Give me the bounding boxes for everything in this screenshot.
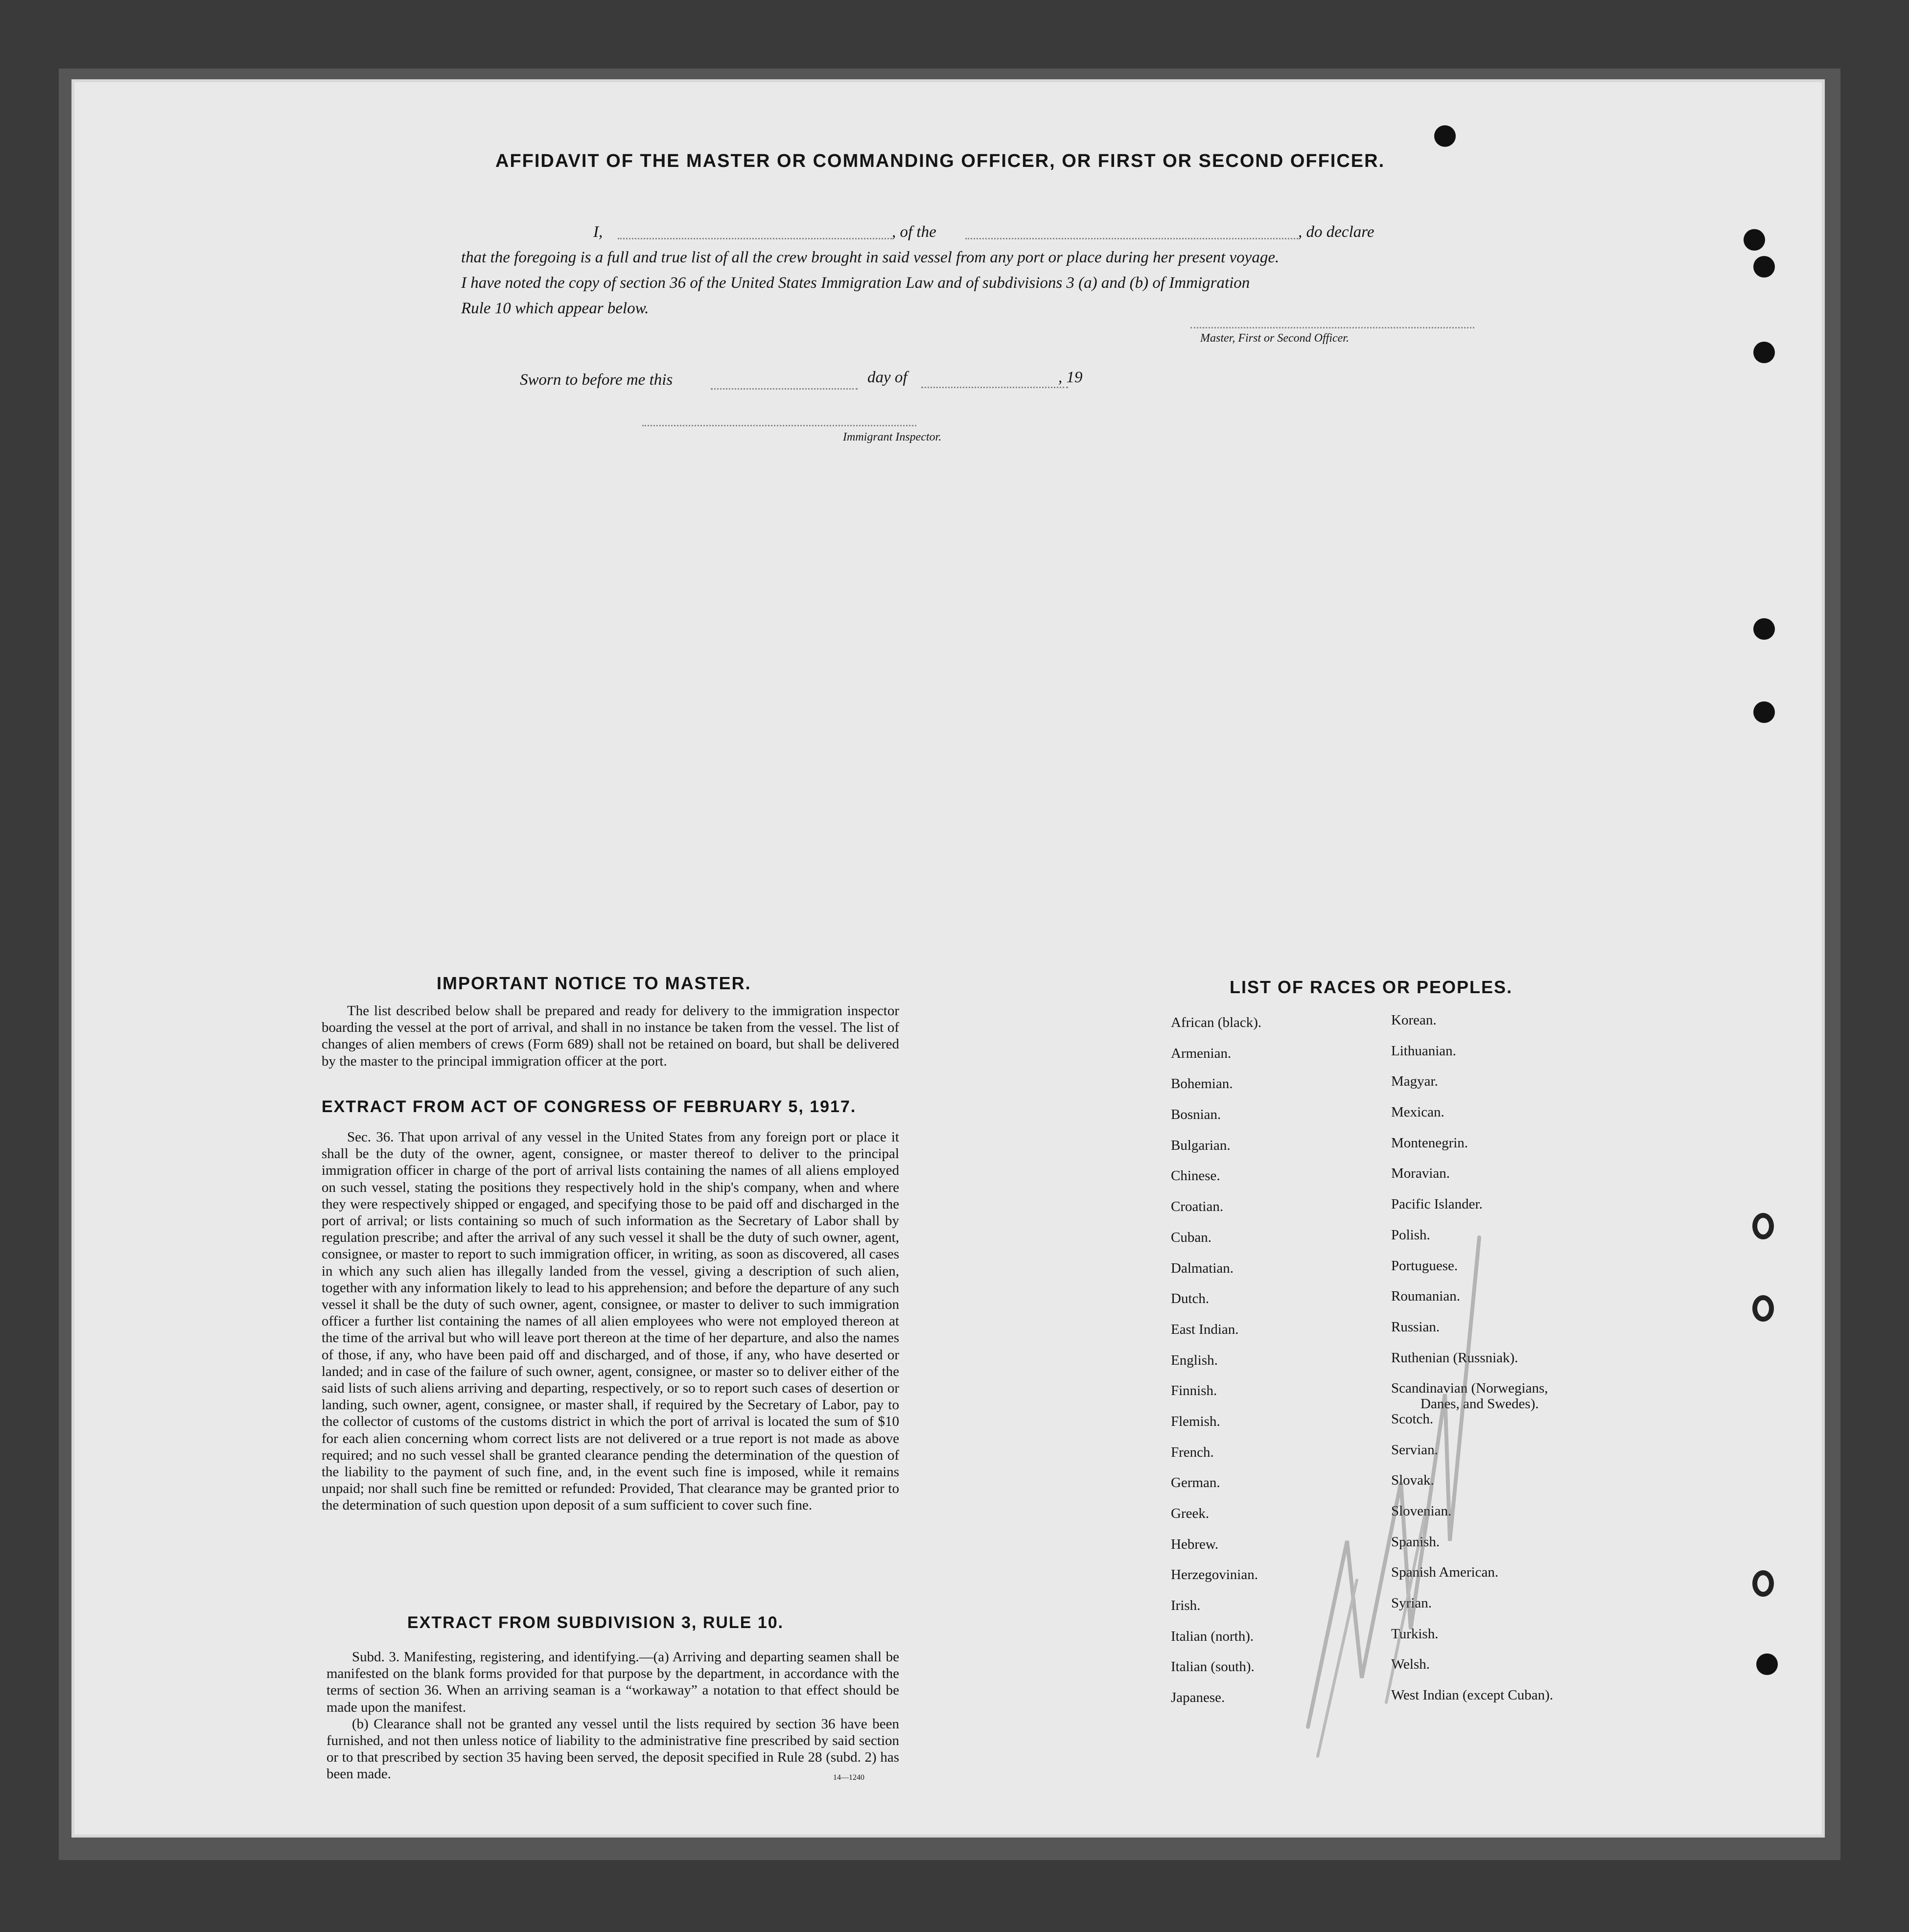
punch-hole-icon bbox=[1744, 229, 1765, 251]
races-title: LIST OF RACES OR PEOPLES. bbox=[1230, 977, 1513, 997]
list-item: Dutch. bbox=[1171, 1291, 1210, 1307]
list-item: Spanish American. bbox=[1391, 1564, 1499, 1581]
sworn-day-field[interactable] bbox=[711, 388, 858, 390]
notice-title: IMPORTANT NOTICE TO MASTER. bbox=[437, 973, 751, 993]
list-item: Japanese. bbox=[1171, 1690, 1225, 1706]
punch-hole-icon bbox=[1752, 1570, 1774, 1597]
list-item: Dalmatian. bbox=[1171, 1260, 1234, 1276]
affidavit-of-the: , of the bbox=[892, 223, 936, 241]
list-item: Flemish. bbox=[1171, 1413, 1220, 1429]
punch-hole-icon bbox=[1756, 1653, 1778, 1675]
rule-paragraph-b: (b) Clearance shall not be granted any vessel until the lists required by section 36 have been furnished, and not then unless notice of liability to the administrative fine prescribed by said section or to that prescribed by section 35 having been served, the deposit specified in Rule 28 (subd. 2) has been made. bbox=[326, 1716, 899, 1782]
handwritten-mark-icon bbox=[1288, 1140, 1494, 1766]
list-item: Slovak. bbox=[1391, 1472, 1434, 1489]
list-item: Hebrew. bbox=[1171, 1536, 1219, 1552]
rule-extract-title: EXTRACT FROM SUBDIVISION 3, RULE 10. bbox=[407, 1613, 784, 1632]
punch-hole-icon bbox=[1753, 342, 1775, 363]
notice-paragraph: The list described below shall be prepared and ready for delivery to the immigration inspector boarding the vessel at the port of arrival, and shall in no instance be taken from the vessel. The list of changes of alien members of crews (Form 689) shall not be retained on board, but shall be delivered by the master to the principal immigration officer at the port. bbox=[322, 1003, 899, 1069]
list-item: Irish. bbox=[1171, 1598, 1201, 1614]
scandinavian-line-2: Danes, and Swedes). bbox=[1420, 1396, 1539, 1412]
list-item: Lithuanian. bbox=[1391, 1043, 1456, 1059]
officer-signature-label: Master, First or Second Officer. bbox=[1200, 332, 1349, 345]
affidavit-title: AFFIDAVIT OF THE MASTER OR COMMANDING OFFICER, OR FIRST OR SECOND OFFICER. bbox=[495, 151, 1385, 171]
list-item: Bulgarian. bbox=[1171, 1137, 1231, 1153]
list-item: Cuban. bbox=[1171, 1229, 1211, 1245]
list-item: Portuguese. bbox=[1391, 1257, 1458, 1274]
list-item: West Indian (except Cuban). bbox=[1391, 1687, 1554, 1703]
affidavit-i: I, bbox=[593, 223, 603, 241]
name-field[interactable] bbox=[618, 238, 892, 239]
rule-extract-text bbox=[326, 1649, 899, 1783]
list-item: Finnish. bbox=[1171, 1383, 1217, 1399]
affidavit-text bbox=[461, 219, 1513, 321]
form-sheet bbox=[74, 82, 1822, 1835]
list-item: East Indian. bbox=[1171, 1321, 1239, 1337]
races-left-column bbox=[1171, 1015, 1261, 1721]
sworn-prefix: Sworn to before me this bbox=[520, 371, 673, 389]
act-extract-text bbox=[322, 1129, 899, 1514]
sworn-year: , 19 bbox=[1058, 369, 1083, 386]
list-item: Chinese. bbox=[1171, 1168, 1220, 1184]
form-number: 14—1240 bbox=[833, 1773, 864, 1782]
notice-text bbox=[322, 1002, 899, 1070]
list-item: Scotch. bbox=[1391, 1411, 1434, 1427]
list-item: Italian (south). bbox=[1171, 1659, 1255, 1675]
list-item: Slovenian. bbox=[1391, 1503, 1452, 1519]
list-item: Turkish. bbox=[1391, 1626, 1439, 1642]
list-item: English. bbox=[1171, 1352, 1218, 1368]
punch-hole-icon bbox=[1434, 125, 1456, 147]
affidavit-line-3: I have noted the copy of section 36 of the United States Immigration Law and of subdivisions 3 (a) and (b) of Immigration bbox=[461, 274, 1250, 292]
punch-hole-icon bbox=[1753, 618, 1775, 640]
inspector-label: Immigrant Inspector. bbox=[843, 431, 942, 443]
list-item: Korean. bbox=[1391, 1012, 1437, 1028]
affidavit-line-2: that the foregoing is a full and true list of all the crew brought in said vessel from any port or place during her present voyage. bbox=[461, 249, 1280, 266]
list-item: Mexican. bbox=[1391, 1104, 1444, 1120]
list-item: Moravian. bbox=[1391, 1165, 1450, 1182]
list-item: Magyar. bbox=[1391, 1073, 1438, 1090]
list-item: Herzegovinian. bbox=[1171, 1567, 1258, 1583]
punch-hole-icon bbox=[1752, 1295, 1774, 1322]
rule-paragraph-a: Subd. 3. Manifesting, registering, and identifying.—(a) Arriving and departing seamen shall be manifested on the blank forms provided for that purpose by the department, in accordance with the terms of section 36. When an arriving seaman is a “workaway” a notation to that effect should be made upon the manifest. bbox=[326, 1649, 899, 1715]
list-item: French. bbox=[1171, 1444, 1214, 1460]
list-item: Bosnian. bbox=[1171, 1107, 1221, 1123]
sworn-day-of: day of bbox=[867, 369, 908, 386]
punch-hole-icon bbox=[1753, 256, 1775, 278]
vessel-field[interactable] bbox=[965, 238, 1298, 239]
list-item: Pacific Islander. bbox=[1391, 1196, 1483, 1212]
list-item: Armenian. bbox=[1171, 1045, 1232, 1061]
punch-hole-icon bbox=[1753, 701, 1775, 723]
list-item: Ruthenian (Russniak). bbox=[1391, 1350, 1518, 1366]
list-item: Russian. bbox=[1391, 1319, 1440, 1335]
affidavit-declare: , do declare bbox=[1298, 223, 1374, 241]
affidavit-line-4: Rule 10 which appear below. bbox=[461, 300, 649, 317]
list-item: Spanish. bbox=[1391, 1534, 1440, 1550]
inspector-signature-field[interactable] bbox=[642, 425, 916, 426]
list-item: Servian. bbox=[1391, 1442, 1438, 1458]
list-item: Croatian. bbox=[1171, 1199, 1224, 1215]
section-36-paragraph: Sec. 36. That upon arrival of any vessel in the United States from any foreign port or place it shall be the duty of the owner, agent, consignee, or master thereof to deliver to the principal immigration officer in charge of the port of arrival lists containing the names of all aliens employed on such vessel, stating the positions they respectively hold in the ship's company, when and where they were respectively shipped or engaged, and specifying those to be paid off and discharged in the port of arrival; or lists containing so much of such information as the Secretary of Labor shall by regulation prescribe; and after the arrival of any such vessel it shall be the duty of such owner, agent, consignee, or master to report to such immigration officer, in writing, as soon as discovered, all cases in which any such alien has illegally landed from the vessel, giving a description of such alien, together with any information likely to lead to his apprehension; and before the departure of any such vessel it shall be the duty of such owner, agent, consignee, or master to deliver to such immigration officer a further list containing the names of all alien employees who were not employed thereon at the time of the arrival but who will leave port thereon at the time of her departure, and also the names of those, if any, who have been paid off and discharged, and of those, if any, who have deserted or landed; and in case of the failure of such owner, agent, consignee, or master so to deliver either of the said lists of such aliens arriving and departing, respectively, or so to report such cases of desertion or landing, such owner, agent, consignee, or master shall, if required by the Secretary of Labor, pay to the collector of customs of the customs district in which the port of arrival is located the sum of $10 for each alien concerning whom correct lists are not delivered or a true report is not made as above required; and no such vessel shall be granted clearance pending the determination of the question of the liability to the payment of such fine, and, in the event such fine is imposed, while it remains unpaid; nor shall such fine be remitted or refunded: Provided, That clearance may be granted prior to the determination of such question upon deposit of a sum sufficient to cover such fine. bbox=[322, 1129, 899, 1513]
list-item: African (black). bbox=[1171, 1015, 1262, 1030]
list-item: Montenegrin. bbox=[1391, 1135, 1468, 1151]
list-item: Italian (north). bbox=[1171, 1628, 1254, 1644]
list-item: Polish. bbox=[1391, 1227, 1430, 1243]
list-item: German. bbox=[1171, 1475, 1220, 1491]
list-item: Welsh. bbox=[1391, 1656, 1430, 1673]
sworn-month-field[interactable] bbox=[921, 387, 1068, 388]
list-item: Bohemian. bbox=[1171, 1076, 1233, 1092]
affidavit-line-1 bbox=[461, 219, 1513, 245]
officer-signature-field[interactable] bbox=[1190, 327, 1474, 328]
act-extract-title: EXTRACT FROM ACT OF CONGRESS OF FEBRUARY 5, 1917. bbox=[322, 1097, 857, 1116]
list-item: Roumanian. bbox=[1391, 1288, 1460, 1304]
list-item: Greek. bbox=[1171, 1506, 1210, 1521]
scandinavian-line-1: Scandinavian (Norwegians, bbox=[1391, 1380, 1548, 1397]
punch-hole-icon bbox=[1752, 1213, 1774, 1239]
list-item: Syrian. bbox=[1391, 1595, 1432, 1611]
